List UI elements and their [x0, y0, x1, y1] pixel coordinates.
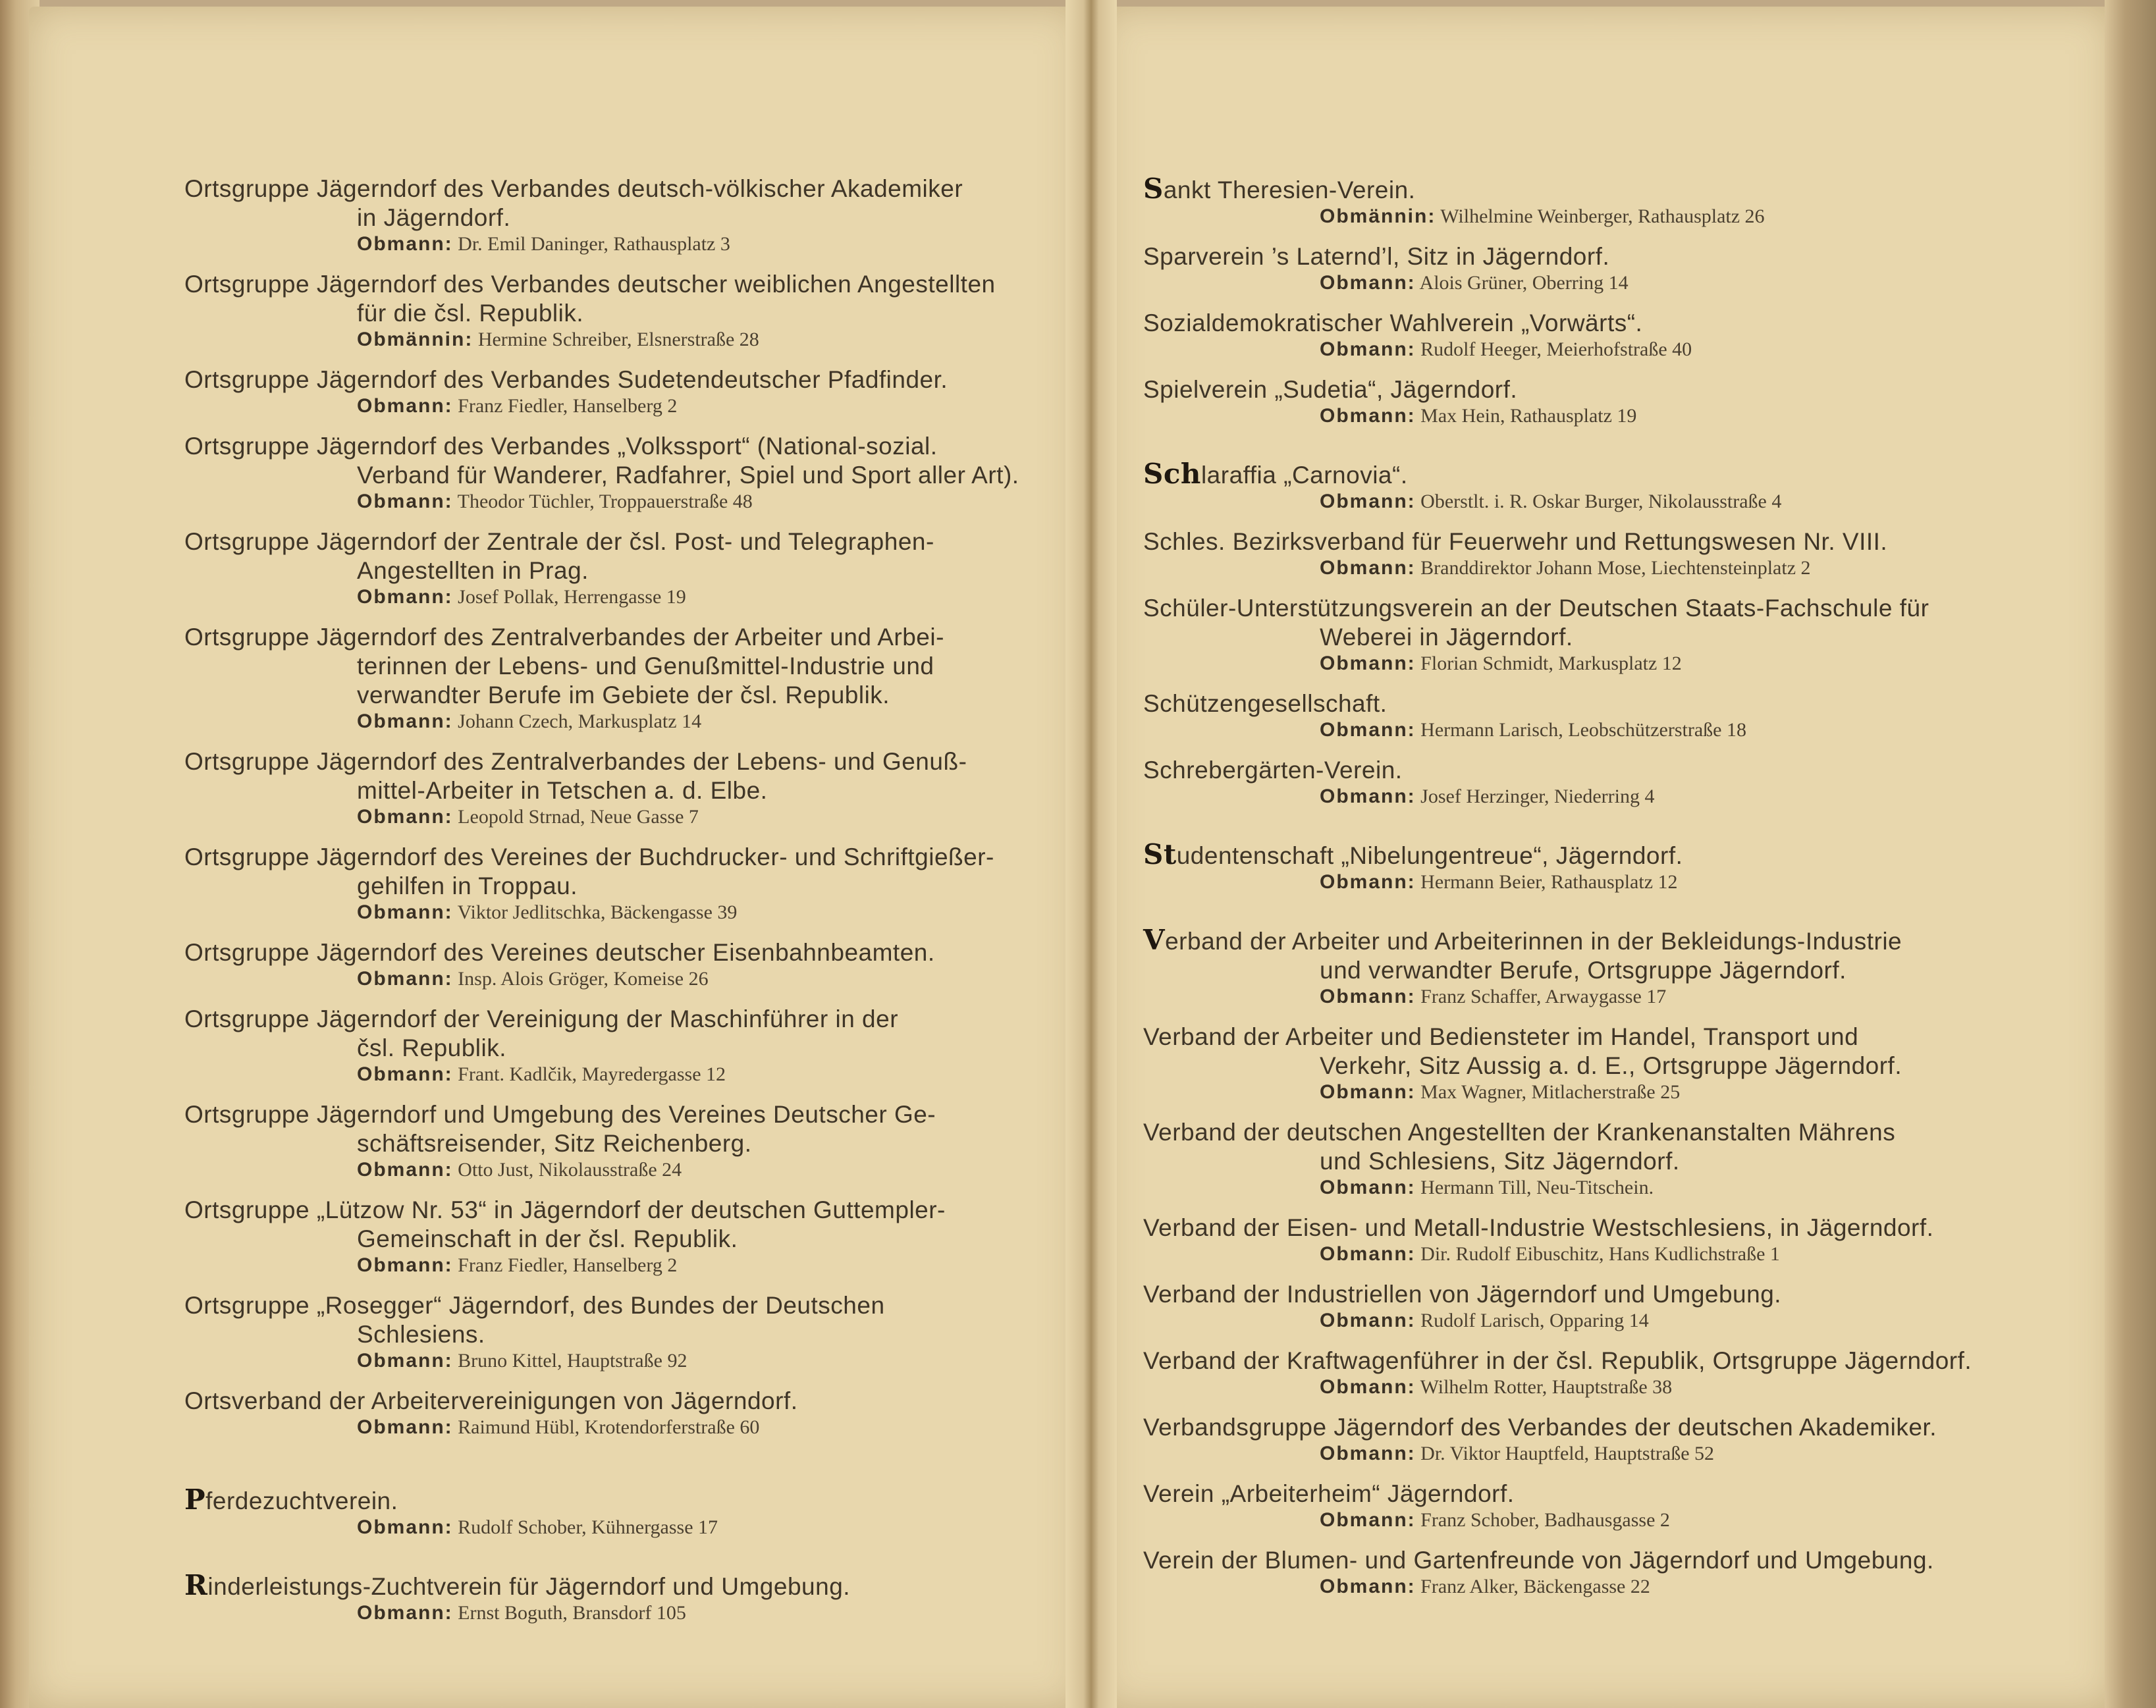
entry-contact — [184, 1158, 1040, 1182]
contact-person: Leopold Strnad, Neue Gasse 7 — [458, 806, 699, 828]
contact-person: Rudolf Heeger, Meierhofstraße 40 — [1420, 338, 1692, 360]
entry-contact — [1143, 1508, 2022, 1532]
contact-person: Max Wagner, Mitlacherstraße 25 — [1420, 1081, 1681, 1103]
contact-label: Obmann: — [1320, 1509, 1416, 1531]
entry-text: Verband der Kraftwagenführer in der čsl. Republik, Ortsgruppe Jägerndorf. — [1143, 1347, 1972, 1374]
entry-continuation — [184, 652, 1040, 681]
entry-title — [1143, 756, 2022, 785]
contact-person: Johann Czech, Markusplatz 14 — [458, 710, 702, 732]
entry-text: Schles. Bezirksverband für Feuerwehr und Rettungswesen Nr. VIII. — [1143, 528, 1888, 555]
entry-text: Angestellten in Prag. — [357, 557, 589, 584]
contact-label: Obmann: — [357, 233, 453, 255]
entry-title — [184, 270, 1040, 299]
entry-title — [184, 432, 1040, 461]
entry-title — [1143, 1480, 2022, 1508]
contact-person: Rudolf Larisch, Opparing 14 — [1420, 1310, 1649, 1331]
entry-contact — [184, 805, 1040, 829]
entry-text: Ortsgruppe Jägerndorf der Vereinigung der Maschinführer in der — [184, 1005, 899, 1032]
contact-person: Raimund Hübl, Krotendorferstraße 60 — [458, 1416, 760, 1438]
contact-label: Obmann: — [1320, 405, 1416, 427]
section-initial: V — [1143, 924, 1166, 956]
contact-label: Obmann: — [1320, 1177, 1416, 1198]
contact-person: Hermine Schreiber, Elsnerstraße 28 — [477, 329, 759, 350]
contact-label: Obmann: — [1320, 338, 1416, 360]
entry-text: Verband der Arbeiter und Bediensteter im Handel, Transport und — [1143, 1023, 1859, 1050]
entry-continuation — [184, 461, 1040, 490]
entry-continuation — [1143, 956, 2022, 985]
entry-contact — [1143, 338, 2022, 361]
entry-title — [184, 1291, 1040, 1320]
entry-title — [1143, 840, 2022, 870]
directory-entry — [1143, 1480, 2022, 1532]
section-initial: St — [1143, 838, 1177, 870]
contact-person: Florian Schmidt, Markusplatz 12 — [1420, 653, 1682, 674]
entry-contact — [1143, 652, 2022, 676]
entry-text: laraffia „Carnovia“. — [1200, 462, 1408, 489]
entry-text: Verband für Wanderer, Radfahrer, Spiel und Sport aller Art). — [357, 462, 1019, 489]
entry-text: Schlesiens. — [357, 1321, 485, 1348]
entry-title — [1143, 1347, 2022, 1375]
directory-entry — [1143, 1413, 2022, 1466]
entry-text: Sozialdemokratischer Wahlverein „Vorwärts“. — [1143, 309, 1643, 336]
directory-entry — [184, 1196, 1040, 1277]
contact-person: Wilhelm Rotter, Hauptstraße 38 — [1420, 1376, 1673, 1398]
entry-text: und verwandter Berufe, Ortsgruppe Jägerndorf. — [1320, 957, 1846, 984]
directory-entry — [1143, 527, 2022, 580]
entry-text: erband der Arbeiter und Arbeiterinnen in der Bekleidungs-Industrie — [1165, 928, 1902, 955]
directory-entry — [1143, 1347, 2022, 1399]
entry-title — [1143, 375, 2022, 404]
entry-contact — [184, 394, 1040, 418]
directory-entry — [1143, 1546, 2022, 1599]
directory-entry — [184, 1291, 1040, 1373]
entry-text: Ortsgruppe „Lützow Nr. 53“ in Jägerndorf der deutschen Guttempler- — [184, 1196, 946, 1223]
entry-title — [184, 174, 1040, 203]
contact-person: Theodor Tüchler, Troppauerstraße 48 — [457, 491, 753, 512]
directory-entry — [1143, 1118, 2022, 1200]
entry-title — [1143, 309, 2022, 338]
contact-person: Alois Grüner, Oberring 14 — [1419, 272, 1629, 294]
contact-person: Franz Schober, Badhausgasse 2 — [1420, 1509, 1670, 1531]
contact-person: Insp. Alois Gröger, Komeise 26 — [458, 968, 709, 990]
entry-contact — [184, 328, 1040, 352]
directory-entry — [1143, 1214, 2022, 1266]
entry-continuation — [184, 1034, 1040, 1063]
entry-text: gehilfen in Troppau. — [357, 872, 578, 899]
entry-title — [184, 527, 1040, 556]
entry-text: čsl. Republik. — [357, 1034, 507, 1061]
contact-label: Obmann: — [357, 1416, 453, 1438]
entry-contact — [1143, 1442, 2022, 1466]
entry-text: Sparverein ’s Laternd’l, Sitz in Jägerndorf. — [1143, 243, 1610, 270]
entry-text: ankt Theresien-Verein. — [1163, 176, 1416, 203]
contact-label: Obmann: — [1320, 557, 1416, 579]
entry-text: Gemeinschaft in der čsl. Republik. — [357, 1225, 738, 1252]
directory-entry — [1143, 926, 2022, 1009]
entry-contact — [184, 1516, 1040, 1539]
entry-title — [184, 623, 1040, 652]
entry-title — [184, 938, 1040, 967]
entry-text: Ortsgruppe Jägerndorf des Vereines der Buchdrucker- und Schriftgießer- — [184, 843, 994, 870]
contact-person: Wilhelmine Weinberger, Rathausplatz 26 — [1440, 205, 1765, 227]
contact-person: Josef Herzinger, Niederring 4 — [1420, 786, 1655, 807]
entry-text: Verein der Blumen- und Gartenfreunde von Jägerndorf und Umgebung. — [1143, 1547, 1934, 1574]
entry-text: Ortsgruppe Jägerndorf des Verbandes deutsch-völkischer Akademiker — [184, 175, 963, 202]
entry-title — [184, 365, 1040, 394]
entry-title — [1143, 1546, 2022, 1575]
entry-contact — [1143, 1242, 2022, 1266]
entry-continuation — [184, 872, 1040, 901]
contact-label: Obmann: — [1320, 1376, 1416, 1398]
entry-contact — [184, 901, 1040, 924]
entry-continuation — [184, 1320, 1040, 1349]
left-column — [184, 174, 1040, 1639]
directory-entry — [1143, 242, 2022, 295]
entry-group-v — [1143, 926, 2022, 1599]
entry-title — [1143, 1118, 2022, 1147]
entry-text: Ortsgruppe Jägerndorf des Zentralverbandes der Arbeiter und Arbei- — [184, 624, 944, 651]
entry-title — [1143, 1413, 2022, 1442]
entry-contact — [1143, 870, 2022, 894]
section-initial: S — [1143, 173, 1164, 205]
entry-contact — [1143, 985, 2022, 1009]
entry-contact — [1143, 785, 2022, 809]
entry-text: Ortsgruppe Jägerndorf des Verbandes Sudetendeutscher Pfadfinder. — [184, 366, 948, 393]
entry-title — [184, 1005, 1040, 1034]
directory-entry — [1143, 594, 2022, 676]
entry-contact — [184, 967, 1040, 991]
entry-contact — [1143, 718, 2022, 742]
entry-title: Rinderleistungs-Zuchtverein für Jägerndorf und Umgebung. — [184, 1569, 851, 1601]
entry-title — [1143, 1280, 2022, 1309]
contact-person: Franz Fiedler, Hanselberg 2 — [458, 395, 678, 417]
contact-label: Obmann: — [1320, 871, 1416, 893]
contact-label: Obmann: — [1320, 272, 1416, 294]
entry-contact — [1143, 404, 2022, 428]
directory-entry — [184, 747, 1040, 829]
contact-label: Obmann: — [1320, 1243, 1416, 1265]
contact-label: Obmann: — [1320, 491, 1416, 512]
entry-text: Ortsgruppe Jägerndorf des Verbandes deutscher weiblichen Angestellten — [184, 271, 996, 298]
entry-text: Spielverein „Sudetia“, Jägerndorf. — [1143, 376, 1518, 403]
entry-title — [1143, 594, 2022, 623]
entry-title — [184, 747, 1040, 776]
directory-entry — [184, 938, 1040, 991]
entry-text: Weberei in Jägerndorf. — [1320, 624, 1573, 651]
entry-text: Ortsgruppe Jägerndorf und Umgebung des Vereines Deutscher Ge- — [184, 1101, 936, 1128]
contact-label: Obmann: — [357, 586, 453, 608]
entry-continuation — [184, 203, 1040, 232]
section-initial: R — [184, 1569, 208, 1601]
contact-label: Obmann: — [357, 1254, 453, 1276]
directory-entry — [1143, 689, 2022, 742]
entry-contact — [184, 1063, 1040, 1086]
entry-title — [1143, 460, 2022, 490]
contact-label: Obmännin: — [1320, 205, 1436, 227]
entry-title — [184, 843, 1040, 872]
directory-entry — [1143, 1280, 2022, 1333]
directory-entry-rinderleistung — [184, 1571, 1040, 1625]
book-gutter — [1065, 0, 1117, 1708]
contact-label: Obmann: — [1320, 1310, 1416, 1331]
entry-continuation — [1143, 623, 2022, 652]
entry-text: mittel-Arbeiter in Tetschen a. d. Elbe. — [357, 777, 768, 804]
directory-entry — [1143, 1023, 2022, 1104]
contact-person: Max Hein, Rathausplatz 19 — [1420, 405, 1637, 427]
contact-person: Oberstlt. i. R. Oskar Burger, Nikolausstraße 4 — [1420, 491, 1782, 512]
entry-text: Verein „Arbeiterheim“ Jägerndorf. — [1143, 1480, 1515, 1507]
entry-contact — [1143, 1081, 2022, 1104]
contact-person: Franz Fiedler, Hanselberg 2 — [458, 1254, 678, 1276]
directory-entry — [1143, 840, 2022, 894]
entry-continuation — [1143, 1052, 2022, 1081]
entry-contact — [1143, 1309, 2022, 1333]
contact-label: Obmann: — [357, 395, 453, 417]
contact-label: Obmann: — [357, 968, 453, 990]
contact-person: Branddirektor Johann Mose, Liechtensteinplatz 2 — [1420, 557, 1811, 579]
entry-continuation — [184, 1225, 1040, 1254]
contact-person: Hermann Till, Neu-Titschein. — [1420, 1177, 1654, 1198]
entry-continuation — [1143, 1147, 2022, 1176]
entry-text: schäftsreisender, Sitz Reichenberg. — [357, 1130, 752, 1157]
entry-contact — [184, 232, 1040, 256]
entry-title — [184, 1387, 1040, 1416]
contact-label: Obmann: — [357, 1063, 453, 1085]
directory-entry — [184, 527, 1040, 609]
directory-entry — [184, 843, 1040, 924]
entry-title — [1143, 689, 2022, 718]
contact-person: Franz Schaffer, Arwaygasse 17 — [1420, 986, 1667, 1007]
contact-person: Ernst Boguth, Bransdorf 105 — [458, 1602, 686, 1624]
entry-continuation — [184, 556, 1040, 585]
entry-text: Ortsverband der Arbeitervereinigungen von Jägerndorf. — [184, 1387, 798, 1414]
entry-contact — [184, 1254, 1040, 1277]
entry-contact — [184, 490, 1040, 514]
directory-entry — [1143, 756, 2022, 809]
contact-label: Obmann: — [1320, 1443, 1416, 1464]
entry-contact — [184, 710, 1040, 734]
left-entry-list — [184, 174, 1040, 1439]
entry-group-s — [1143, 174, 2022, 428]
entry-text: Ortsgruppe „Rosegger“ Jägerndorf, des Bundes der Deutschen — [184, 1292, 885, 1319]
directory-entry — [1143, 460, 2022, 514]
entry-contact — [184, 1601, 1040, 1625]
contact-person: Josef Pollak, Herrengasse 19 — [458, 586, 686, 608]
directory-entry — [184, 1100, 1040, 1182]
entry-contact — [1143, 1575, 2022, 1599]
directory-entry — [1143, 309, 2022, 361]
entry-continuation — [184, 776, 1040, 805]
directory-entry — [184, 432, 1040, 514]
directory-entry — [184, 174, 1040, 256]
contact-label: Obmann: — [1320, 786, 1416, 807]
contact-person: Otto Just, Nikolausstraße 24 — [458, 1159, 682, 1181]
directory-entry — [184, 365, 1040, 418]
contact-label: Obmann: — [357, 901, 453, 923]
entry-group-sch — [1143, 460, 2022, 809]
entry-text: Ortsgruppe Jägerndorf der Zentrale der čsl. Post- und Telegraphen- — [184, 528, 934, 555]
contact-label: Obmann: — [1320, 1081, 1416, 1103]
entry-text: Verband der Eisen- und Metall-Industrie Westschlesiens, in Jägerndorf. — [1143, 1214, 1934, 1241]
entry-contact — [1143, 205, 2022, 228]
directory-entry — [184, 270, 1040, 352]
entry-text: Ortsgruppe Jägerndorf des Verbandes „Volkssport“ (National-sozial. — [184, 433, 938, 460]
entry-text: terinnen der Lebens- und Genußmittel-Industrie und — [357, 653, 934, 680]
contact-person: Rudolf Schober, Kühnergasse 17 — [458, 1516, 718, 1538]
entry-contact — [184, 585, 1040, 609]
entry-text: verwandter Berufe im Gebiete der čsl. Republik. — [357, 681, 890, 708]
entry-contact — [1143, 1176, 2022, 1200]
directory-entry — [184, 1387, 1040, 1439]
contact-label: Obmann: — [1320, 653, 1416, 674]
entry-title — [1143, 174, 2022, 205]
entry-text: Verbandsgruppe Jägerndorf des Verbandes der deutschen Akademiker. — [1143, 1414, 1937, 1441]
directory-entry — [184, 623, 1040, 734]
entry-continuation — [184, 681, 1040, 710]
entry-text: für die čsl. Republik. — [357, 300, 584, 327]
contact-person: Hermann Beier, Rathausplatz 12 — [1420, 871, 1678, 893]
entry-title — [1143, 1214, 2022, 1242]
section-initial: Sch — [1143, 458, 1201, 490]
entry-text: und Schlesiens, Sitz Jägerndorf. — [1320, 1148, 1680, 1175]
entry-title — [184, 1196, 1040, 1225]
entry-group-st — [1143, 840, 2022, 894]
contact-person: Viktor Jedlitschka, Bäckengasse 39 — [457, 901, 738, 923]
contact-person: Franz Alker, Bäckengasse 22 — [1420, 1576, 1650, 1597]
contact-label: Obmann: — [1320, 719, 1416, 741]
contact-person: Bruno Kittel, Hauptstraße 92 — [458, 1350, 687, 1372]
entry-text: Ortsgruppe Jägerndorf des Vereines deutscher Eisenbahnbeamten. — [184, 939, 935, 966]
entry-contact — [1143, 1375, 2022, 1399]
contact-label: Obmann: — [357, 491, 453, 512]
entry-contact — [184, 1349, 1040, 1373]
entry-contact — [1143, 271, 2022, 295]
entry-text: Verband der Industriellen von Jägerndorf und Umgebung. — [1143, 1281, 1782, 1308]
entry-text: udentenschaft „Nibelungentreue“, Jägerndorf. — [1176, 842, 1683, 869]
contact-label: Obmann: — [357, 806, 453, 828]
entry-title — [1143, 527, 2022, 556]
page-edge-right — [2105, 0, 2156, 1708]
directory-entry — [1143, 375, 2022, 428]
contact-label: Obmann: — [357, 1516, 453, 1538]
entry-title — [1143, 1023, 2022, 1052]
entry-title: Pferdezuchtverein. — [184, 1483, 398, 1516]
entry-contact — [184, 1416, 1040, 1439]
contact-label: Obmännin: — [357, 329, 473, 350]
entry-text: Schützengesellschaft. — [1143, 690, 1388, 717]
entry-title — [1143, 926, 2022, 956]
contact-person: Dr. Viktor Hauptfeld, Hauptstraße 52 — [1420, 1443, 1715, 1464]
contact-person: Dr. Emil Daninger, Rathausplatz 3 — [458, 233, 730, 255]
right-column — [1143, 174, 2022, 1613]
section-initial: P — [184, 1483, 206, 1516]
contact-label: Obmann: — [357, 1159, 453, 1181]
entry-text: Verkehr, Sitz Aussig a. d. E., Ortsgruppe Jägerndorf. — [1320, 1052, 1902, 1079]
contact-label: Obmann: — [357, 1350, 453, 1372]
contact-label: Obmann: — [1320, 1576, 1416, 1597]
entry-title — [1143, 242, 2022, 271]
entry-continuation — [184, 299, 1040, 328]
directory-entry-pferdezucht — [184, 1485, 1040, 1539]
entry-text: Schrebergärten-Verein. — [1143, 757, 1403, 784]
contact-label: Obmann: — [357, 710, 453, 732]
directory-entry — [1143, 174, 2022, 228]
directory-entry — [184, 1005, 1040, 1086]
entry-continuation — [184, 1129, 1040, 1158]
entry-text: Schüler-Unterstützungsverein an der Deutschen Staats-Fachschule für — [1143, 595, 1929, 622]
contact-label: Obmann: — [1320, 986, 1416, 1007]
entry-text: in Jägerndorf. — [357, 204, 511, 231]
contact-person: Frant. Kadlčik, Mayredergasse 12 — [458, 1063, 726, 1085]
contact-person: Dir. Rudolf Eibuschitz, Hans Kudlichstraße 1 — [1420, 1243, 1780, 1265]
entry-text: Ortsgruppe Jägerndorf des Zentralverbandes der Lebens- und Genuß- — [184, 748, 967, 775]
contact-person: Hermann Larisch, Leobschützerstraße 18 — [1420, 719, 1746, 741]
entry-contact — [1143, 490, 2022, 514]
entry-contact — [1143, 556, 2022, 580]
entry-text: Verband der deutschen Angestellten der Krankenanstalten Mährens — [1143, 1119, 1896, 1146]
entry-title — [184, 1100, 1040, 1129]
contact-label: Obmann: — [357, 1602, 453, 1624]
